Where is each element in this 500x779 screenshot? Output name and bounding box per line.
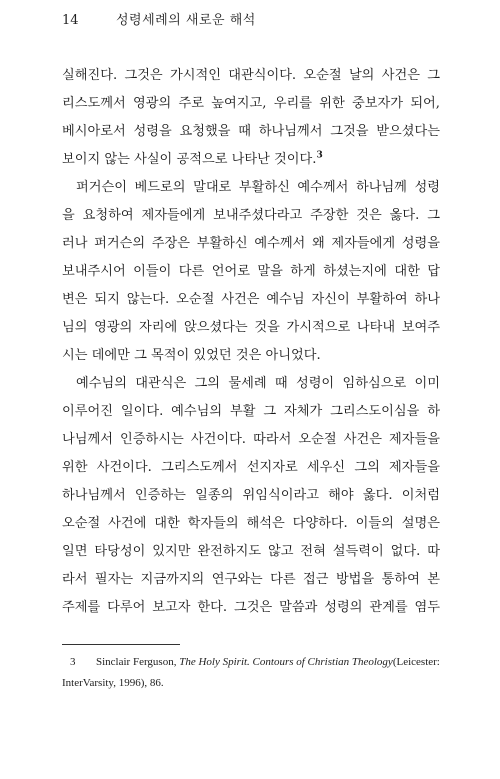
- text-line: 나님께서 인증하시는 사건이다. 따라서 오순절 사건은 제자들을: [62, 432, 440, 447]
- footnote-divider: [62, 644, 180, 645]
- body-text: [62, 62, 440, 622]
- page-header: [62, 10, 440, 32]
- footnote-author: Sinclair Ferguson,: [96, 656, 180, 668]
- text-line: 일면 타당성이 있지만 완전하지도 않고 전혀 설득력이 없다. 따: [62, 544, 440, 559]
- text-line: 리스도께서 영광의 주로 높여지고, 우리를 위한 중보자가 되어,: [62, 96, 440, 111]
- text-line: 위한 사건이다. 그리스도께서 선지자로 세우신 그의 제자들을: [62, 460, 440, 475]
- footnote-line: InterVarsity, 1996), 86.: [62, 677, 164, 689]
- text-line: 하나님께서 인증하는 일종의 위임식이라고 해야 옳다. 이처럼: [62, 488, 440, 503]
- text-line: 러나 퍼거슨의 주장은 부활하신 예수께서 왜 제자들에게 성령을: [62, 236, 440, 251]
- text-line: 보이지 않는 사실이 공적으로 나타난 것이다.$^3$: [62, 150, 323, 167]
- text-line: 라서 필자는 지금까지의 연구와는 다른 접근 방법을 통하여 본: [62, 572, 440, 587]
- text-line: 보내주시어 이들이 다른 언어로 말을 하게 하셨는지에 대한 답: [62, 264, 440, 279]
- text-line: 베시아로서 성령을 요청했을 때 하나님께서 그것을 받으셨다는: [62, 124, 440, 139]
- footnote-line: [62, 652, 442, 673]
- footnote-publisher: (Leicester:: [392, 656, 440, 668]
- text-line: 퍼거슨이 베드로의 말대로 부활하신 예수께서 하나님께 성령: [76, 180, 440, 195]
- text-line: 님의 영광의 자리에 앉으셨다는 것을 가시적으로 나타내 보여주: [62, 320, 440, 335]
- footnote: [62, 652, 442, 694]
- running-title: 성령세례의 새로운 해석: [116, 13, 256, 28]
- footnote-number: 3: [70, 656, 76, 668]
- text-line: 실해진다. 그것은 가시적인 대관식이다. 오순절 날의 사건은 그: [62, 68, 440, 83]
- text-line: 변은 되지 않는다. 오순절 사건은 예수님 자신이 부활하여 하나: [62, 292, 440, 307]
- text-line: 시는 데에만 그 목적이 있었던 것은 아니었다.: [62, 348, 321, 363]
- text-line: 예수님의 대관식은 그의 물세례 때 성령이 임하심으로 이미: [76, 376, 440, 391]
- text-line: 을 요청하여 제자들에게 보내주셨다라고 주장한 것은 옳다. 그: [62, 208, 440, 223]
- text-line: 주제를 다루어 보고자 한다. 그것은 말씀과 성령의 관계를 염두: [62, 600, 440, 615]
- footnote-reference: 3: [316, 150, 323, 161]
- text-line: 오순절 사건에 대한 학자들의 해석은 다양하다. 이들의 설명은: [62, 516, 440, 531]
- page-number: 14: [62, 13, 79, 28]
- text-line: 이루어진 일이다. 예수님의 부활 그 자체가 그리스도이심을 하: [62, 404, 440, 419]
- footnote-title: The Holy Spirit. Contours of Christian Theology: [179, 656, 393, 668]
